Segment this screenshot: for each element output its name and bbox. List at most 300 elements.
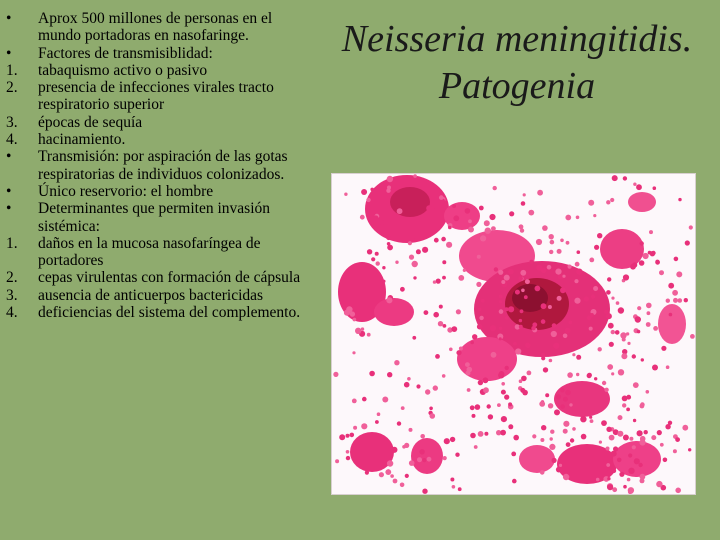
cell-dot <box>434 208 438 212</box>
cell-dot <box>499 327 502 330</box>
cell-dot <box>369 268 373 272</box>
cell-dot <box>416 249 421 254</box>
cell-dot <box>565 328 571 334</box>
cell-dot <box>549 359 553 363</box>
cell-dot <box>548 403 553 408</box>
cell-dot <box>629 437 633 441</box>
list-item <box>4 62 316 79</box>
list-item <box>4 131 316 148</box>
cell-dot <box>537 190 543 196</box>
cell-dot <box>387 242 391 246</box>
cell-dot <box>387 372 392 377</box>
cell-dot <box>379 472 384 477</box>
cell-dot <box>346 434 350 438</box>
cell-dot <box>362 397 367 402</box>
cell-dot <box>400 287 405 292</box>
cell-dot <box>407 377 411 381</box>
cell-dot <box>508 269 514 275</box>
cell-dot <box>562 275 565 278</box>
list-item-text: ausencia de anticuerpos bactericidas <box>38 286 264 304</box>
cell-dot <box>444 438 450 444</box>
cell-dot <box>371 257 375 261</box>
cell-dot <box>452 485 456 489</box>
cell-dot <box>607 477 610 480</box>
cell-dot <box>361 189 367 195</box>
cell-dot <box>607 277 611 281</box>
cell-dot <box>663 458 668 463</box>
cell-dot <box>580 416 586 422</box>
cell-dot <box>622 338 626 342</box>
list-marker: • <box>6 148 12 166</box>
cell-dot <box>555 269 561 275</box>
cell-dot <box>646 322 651 327</box>
cell-dot <box>499 309 504 314</box>
cell-dot <box>484 220 490 226</box>
cell-dot <box>521 201 526 206</box>
cell-dot <box>543 367 548 372</box>
cell-dot <box>422 489 427 494</box>
cell-dot <box>616 301 620 305</box>
cell-dot <box>450 437 455 442</box>
cell-dot <box>568 265 572 269</box>
cell-dot <box>367 249 372 254</box>
cell-dot <box>370 188 374 192</box>
cell-dot <box>593 214 596 217</box>
cell-dot <box>653 326 658 331</box>
cell-dot <box>674 257 679 262</box>
cell-dot <box>563 334 568 339</box>
cell-dot <box>527 371 532 376</box>
cell-dot <box>465 371 470 376</box>
cell-dot <box>676 271 682 277</box>
cell-dot <box>618 369 624 375</box>
cell-dot <box>678 198 681 201</box>
cell-dot <box>498 270 503 275</box>
cell-dot <box>557 249 562 254</box>
cell-dot <box>478 431 484 437</box>
list-item <box>4 304 316 321</box>
cell-dot <box>333 372 338 377</box>
list-item-text: tabaquismo activo o pasivo <box>38 61 208 79</box>
list-marker: 3. <box>6 286 18 304</box>
list-marker: 1. <box>6 234 18 252</box>
cell-dot <box>611 451 617 457</box>
cell-dot <box>426 205 432 211</box>
cell-dot <box>566 241 570 245</box>
cell-dot <box>387 469 390 472</box>
cell-dot <box>382 280 385 283</box>
cell-dot <box>548 305 552 309</box>
cell-dot <box>353 426 357 430</box>
stained-smear-picture <box>332 174 695 494</box>
cell-dot <box>412 261 418 267</box>
cell-dot <box>612 469 616 473</box>
list-item <box>4 269 316 286</box>
cell-dot <box>433 280 436 283</box>
cell-dot <box>569 403 572 406</box>
cell-dot <box>505 307 509 311</box>
cell-dot <box>536 265 542 271</box>
cell-dot <box>485 228 491 234</box>
cell-dot <box>404 382 410 388</box>
cell-dot <box>576 216 580 220</box>
cell-dot <box>618 307 624 313</box>
cell-dot <box>419 449 424 454</box>
cell-dot <box>442 260 446 264</box>
cell-dot <box>640 436 646 442</box>
cell-dot <box>566 442 571 447</box>
cell-dot <box>628 453 632 457</box>
cell-dot <box>412 336 416 340</box>
cell-dot <box>594 377 597 380</box>
cell-dot <box>547 265 552 270</box>
cell-dot <box>638 463 642 467</box>
cell-dot <box>387 176 393 182</box>
cell-dot <box>576 355 581 360</box>
cell-dot <box>488 414 493 419</box>
cell-dot <box>472 414 476 418</box>
list-marker: 2. <box>6 269 18 287</box>
list-item <box>4 79 316 114</box>
cell-dot <box>501 416 507 422</box>
cell-dot <box>626 332 629 335</box>
cell-dot <box>456 350 461 355</box>
cell-dot <box>615 330 620 335</box>
cell-dot <box>551 331 557 337</box>
cell-dot <box>633 183 636 186</box>
cell-dot <box>630 264 636 270</box>
cell-dot <box>665 424 670 429</box>
cell-dot <box>601 420 607 426</box>
cell-dot <box>442 276 446 280</box>
cell-dot <box>550 240 555 245</box>
title-line-2: Patogenia <box>438 65 596 107</box>
cell-dot <box>344 193 347 196</box>
list-marker: 1. <box>6 61 18 79</box>
list-item-text: Factores de transmisiblidad: <box>38 44 213 62</box>
list-item-text: Aprox 500 millones de personas en el mundo portadoras en nasofaringe. <box>38 10 273 45</box>
cell-dot <box>657 430 662 435</box>
cell-dot <box>361 423 367 429</box>
cell-dot <box>550 430 554 434</box>
cell-dot <box>628 468 634 474</box>
cell-dot <box>509 211 514 216</box>
cell-dot <box>635 316 641 322</box>
cell-dot <box>425 389 430 394</box>
cell-dot <box>465 362 470 367</box>
cell-dot <box>499 337 502 340</box>
list-marker: 3. <box>6 113 18 131</box>
cell-dot <box>491 352 497 358</box>
cell-dot <box>493 186 497 190</box>
cell-dot <box>429 407 433 411</box>
cell-dot <box>617 431 623 437</box>
cell-dot <box>375 252 379 256</box>
cell-dot <box>458 275 464 281</box>
cell-dot <box>525 343 530 348</box>
cell-dot <box>606 313 612 319</box>
cell-dot <box>675 488 681 494</box>
cell-dot <box>520 270 526 276</box>
list-item-text: épocas de sequía <box>38 113 143 131</box>
cell-dot <box>640 241 644 245</box>
cell-dot <box>598 347 602 351</box>
cell-dot <box>633 382 639 388</box>
cell-dot <box>499 295 503 299</box>
cell-dot <box>497 403 501 407</box>
cell-dot <box>438 321 443 326</box>
list-marker: • <box>6 182 12 200</box>
cell-dot <box>519 325 523 329</box>
cell-dot <box>660 443 664 447</box>
list-item-text: presencia de infecciones virales tracto respiratorio superior <box>38 79 274 114</box>
cell-dot <box>470 405 475 410</box>
cell-dot <box>478 380 483 385</box>
cell-dot <box>609 435 615 441</box>
cell-dot <box>520 388 525 393</box>
cell-dot <box>563 474 569 480</box>
cell-dot <box>591 295 595 299</box>
cell-dot <box>659 270 664 275</box>
cell-dot <box>637 330 641 334</box>
cell-dot <box>666 299 670 303</box>
cell-dot <box>489 214 495 220</box>
cell-dot <box>524 295 528 299</box>
cell-dot <box>367 333 371 337</box>
cell-dot <box>541 319 546 324</box>
cell-dot <box>335 459 339 463</box>
list-item <box>4 287 316 304</box>
cell-dot <box>422 247 428 253</box>
cell-dot <box>484 432 488 436</box>
cell-dot <box>593 286 598 291</box>
cell-dot <box>477 324 483 330</box>
cell-dot <box>500 430 506 436</box>
cell-dot <box>518 276 523 281</box>
cell-dot <box>423 217 428 222</box>
cell-dot <box>576 373 579 376</box>
cell-dot <box>647 311 651 315</box>
cell-dot <box>572 353 575 356</box>
cell-dot <box>623 274 629 280</box>
cell-dot <box>353 318 357 322</box>
cell-dot <box>505 316 508 319</box>
cell-dot <box>629 490 633 494</box>
cell-dot <box>446 242 452 248</box>
cell-dot <box>675 437 680 442</box>
cell-dot <box>409 460 415 466</box>
cell-dot <box>644 430 648 434</box>
cell-dot <box>386 235 391 240</box>
cell-dot <box>646 303 652 309</box>
cell-dot <box>590 419 594 423</box>
cell-dot <box>627 478 631 482</box>
cell-dot <box>382 266 385 269</box>
cell-dot <box>531 326 535 330</box>
cell-dot <box>387 460 393 466</box>
cell-dot <box>565 215 571 221</box>
cell-dot <box>501 390 506 395</box>
cell-dot <box>606 200 610 204</box>
cell-dot <box>391 447 397 453</box>
cell-dot <box>455 453 459 457</box>
cell-dot <box>483 387 489 393</box>
list-marker: • <box>6 200 12 218</box>
cell-dot <box>474 445 478 449</box>
cell-dot <box>521 289 525 293</box>
cell-dot <box>525 279 530 284</box>
list-item-text: cepas virulentas con formación de cápsula <box>38 269 301 287</box>
cell-dot <box>523 193 526 196</box>
cell-dot <box>682 425 688 431</box>
cell-dot <box>456 309 461 314</box>
cell-dot <box>515 290 520 295</box>
list-marker: • <box>6 44 12 62</box>
cell-dot <box>608 323 614 329</box>
cell-dot <box>427 457 432 462</box>
cell-dot <box>669 313 673 317</box>
cell-dot <box>443 456 447 460</box>
cell-dot <box>619 472 624 477</box>
cell-dot <box>479 316 483 320</box>
cell-dot <box>346 456 350 460</box>
cell-dot <box>552 323 557 328</box>
cell-dot <box>610 198 614 202</box>
cell-dot <box>504 395 509 400</box>
cell-dot <box>470 433 476 439</box>
cell-dot <box>449 348 453 352</box>
cell-dot <box>375 420 379 424</box>
list-marker: 2. <box>6 79 18 97</box>
cell-dot <box>487 404 491 408</box>
cell-dot <box>673 298 678 303</box>
cell-dot <box>569 321 573 325</box>
cell-dot <box>576 269 582 275</box>
cell-dot <box>478 308 482 312</box>
cell-dot <box>649 230 653 234</box>
cell-dot <box>520 309 524 313</box>
cell-dot <box>599 441 602 444</box>
slide-title <box>322 16 712 110</box>
cell-dot <box>386 297 392 303</box>
cell-dot <box>405 474 409 478</box>
cell-dot <box>678 298 683 303</box>
cell-dot <box>397 421 401 425</box>
cell-dot <box>552 458 557 463</box>
cell-dot <box>572 427 576 431</box>
list-marker: 4. <box>6 131 18 149</box>
cell-dot <box>504 275 510 281</box>
cell-dot <box>688 448 691 451</box>
cell-dot <box>634 458 640 464</box>
cell-dot <box>652 365 658 371</box>
cell-dot <box>512 479 517 484</box>
cell-dot <box>563 421 569 427</box>
cell-dot <box>424 310 429 315</box>
cell-dot <box>612 175 618 181</box>
cell-dot <box>468 227 474 233</box>
cell-dot <box>508 306 514 312</box>
list-item-text: Único reservorio: el hombre <box>38 182 214 200</box>
cell-dot <box>470 341 474 345</box>
cell-dot <box>640 402 645 407</box>
cell-dot <box>540 438 544 442</box>
list-marker: • <box>6 10 12 27</box>
cell-dot <box>395 261 398 264</box>
cell-dot <box>430 413 436 419</box>
cell-dot <box>541 303 547 309</box>
list-item <box>4 200 316 235</box>
cell-dot <box>539 401 545 407</box>
cell-dot <box>542 225 548 231</box>
cell-dot <box>505 366 509 370</box>
cell-dot <box>666 365 670 369</box>
cell-dot <box>607 364 613 370</box>
cell-dot <box>508 402 512 406</box>
cell-dot <box>366 198 370 202</box>
cell-dot <box>598 458 603 463</box>
content-list <box>4 10 316 321</box>
cell-dot <box>397 208 403 214</box>
cell-dot <box>373 215 379 221</box>
cell-dot <box>451 326 457 332</box>
cell-dot <box>574 298 580 304</box>
cell-dot <box>627 342 630 345</box>
cell-dot <box>452 204 456 208</box>
cell-dot <box>477 255 481 259</box>
cell-dot <box>623 435 629 441</box>
cell-dot <box>536 239 542 245</box>
cell-dot <box>535 286 541 292</box>
cell-dot <box>606 427 611 432</box>
cell-dot <box>611 297 614 300</box>
cell-dot <box>560 287 566 293</box>
cell-dot <box>672 290 678 296</box>
cell-dot <box>574 279 578 283</box>
cell-dot <box>365 440 369 444</box>
cell-dot <box>690 334 695 339</box>
cell-dot <box>570 438 574 442</box>
cell-dot <box>494 267 498 271</box>
cell-dot <box>604 310 608 314</box>
cell-dot <box>563 397 568 402</box>
cell-dot <box>606 447 610 451</box>
cell-dot <box>434 238 439 243</box>
cell-dot <box>636 184 642 190</box>
cell-dot <box>420 434 425 439</box>
cell-dot <box>417 457 422 462</box>
cell-dot <box>513 342 517 346</box>
cell-dot <box>633 419 636 422</box>
cell-dot <box>413 174 417 178</box>
cell-dot <box>541 425 546 430</box>
cell-dot <box>550 437 553 440</box>
cell-dot <box>459 347 463 351</box>
cell-dot <box>443 324 447 328</box>
cell-dot <box>408 241 412 245</box>
cell-dot <box>637 306 641 310</box>
cell-dot <box>602 381 606 385</box>
cell-dot <box>584 296 589 301</box>
cell-dot <box>476 282 481 287</box>
cell-dot <box>401 406 405 410</box>
cell-dot <box>441 237 446 242</box>
cell-dot <box>409 428 413 432</box>
cell-dot <box>465 208 471 214</box>
cell-dot <box>668 283 674 289</box>
list-item-text: deficiencias del sistema del complemento. <box>38 304 301 322</box>
cell-dot <box>589 258 594 263</box>
